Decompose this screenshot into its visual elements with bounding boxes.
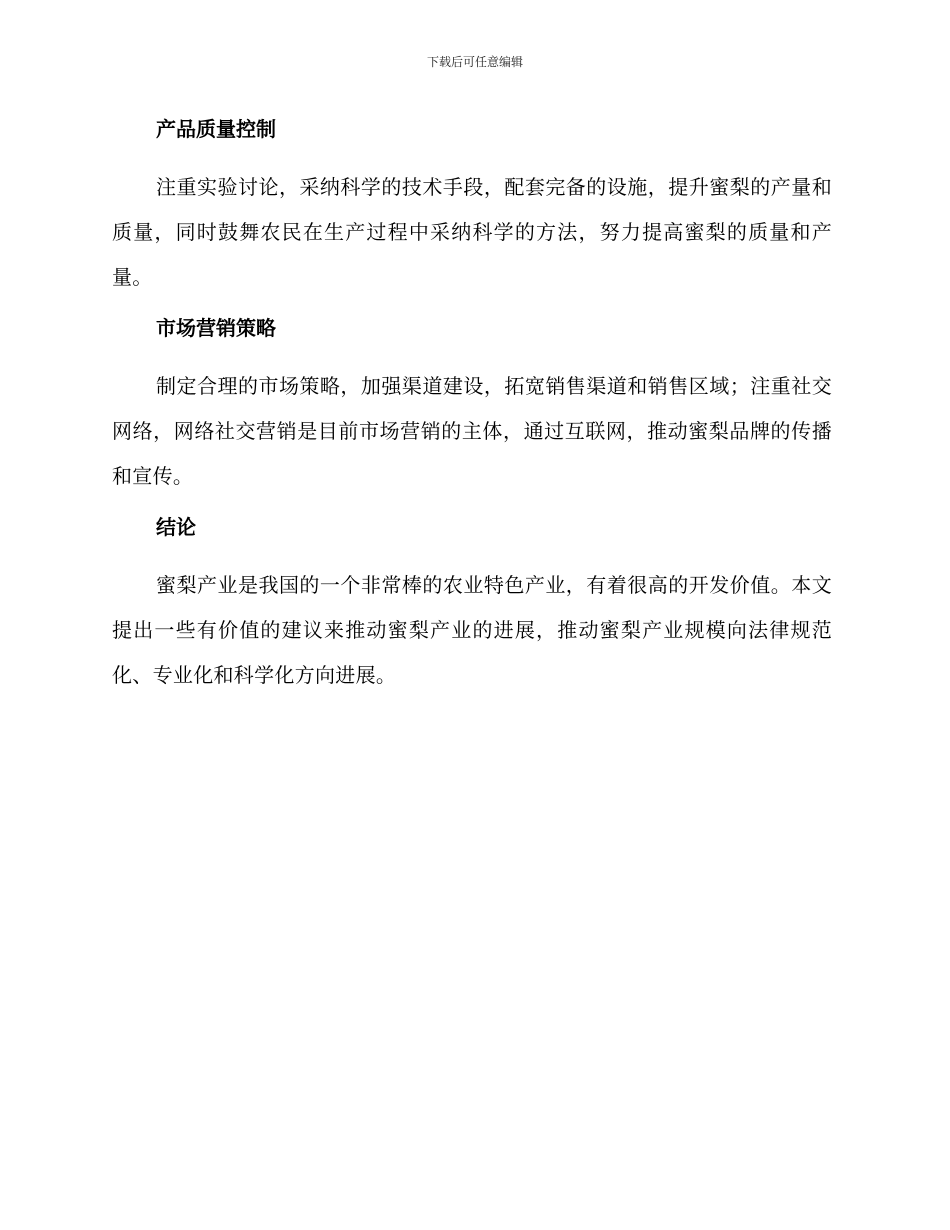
section-heading-product-quality: 产品质量控制	[156, 117, 276, 141]
section-heading-marketing-strategy: 市场营销策略	[156, 316, 276, 340]
section-heading-conclusion: 结论	[156, 515, 196, 539]
section-paragraph-marketing-strategy: 制定合理的市场策略，加强渠道建设，拓宽销售渠道和销售区域；注重社交网络，网络社交营销是目前市场营销的主体，通过互联网，推动蜜梨品牌的传播和宣传。	[112, 374, 832, 488]
section-paragraph-conclusion: 蜜梨产业是我国的一个非常棒的农业特色产业，有着很高的开发价值。本文提出一些有价值的建议来推动蜜梨产业的进展，推动蜜梨产业规模向法律规范化、专业化和科学化方向进展。	[112, 573, 832, 687]
page-header: 下载后可任意编辑	[426, 55, 523, 69]
document-body	[112, 112, 832, 698]
section-paragraph-product-quality: 注重实验讨论，采纳科学的技术手段，配套完备的设施，提升蜜梨的产量和质量，同时鼓舞农民在生产过程中采纳科学的方法，努力提高蜜梨的质量和产量。	[112, 175, 832, 289]
